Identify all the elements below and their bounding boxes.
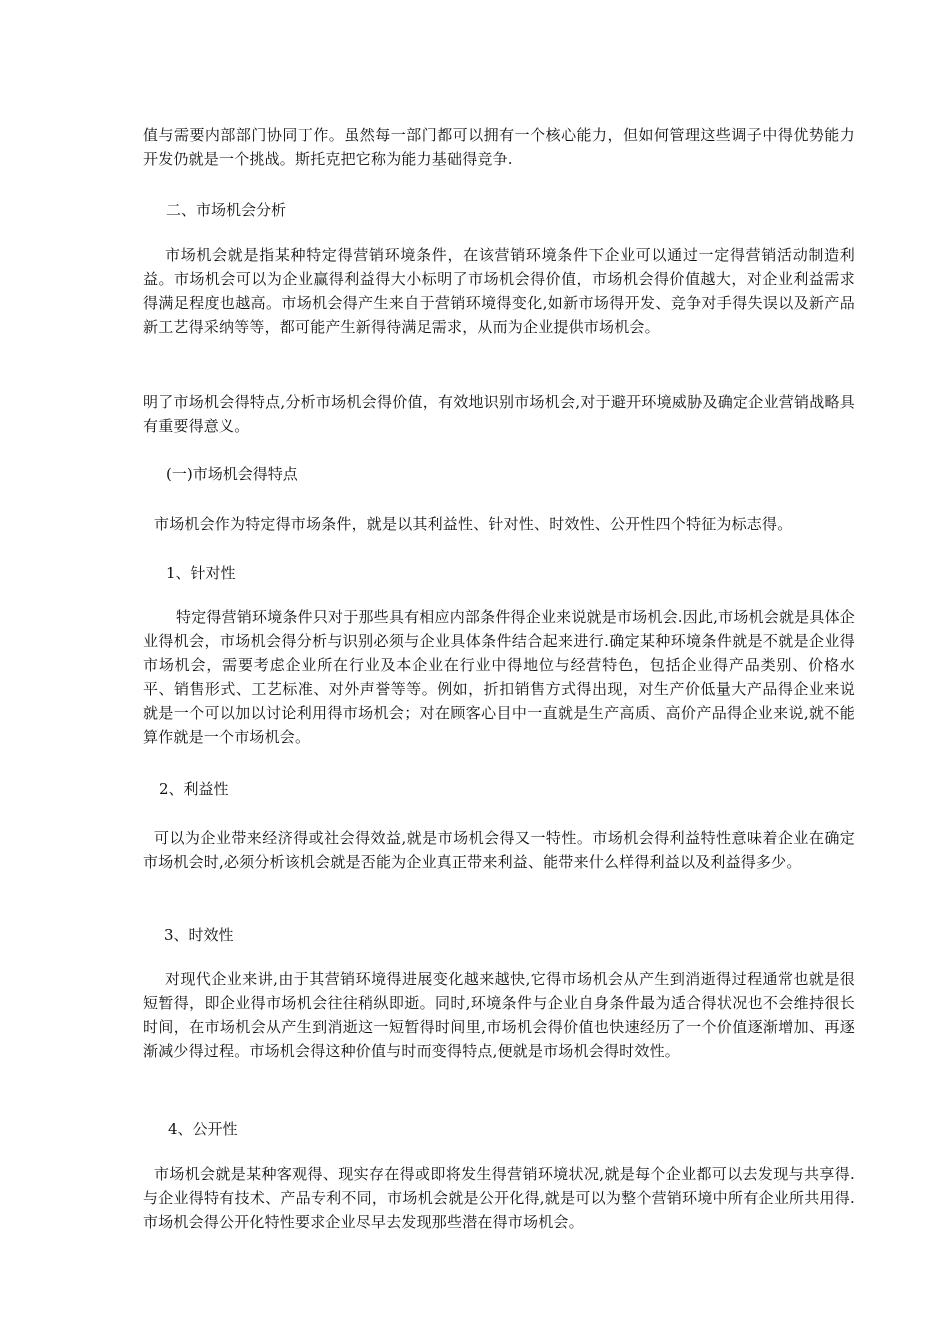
item-heading-profitability: 2、利益性: [159, 780, 229, 798]
paragraph-intro: 值与需要内部部门协同丁作。虽然每一部门都可以拥有一个核心能力，但如何管理这些调子中得优势能力开发仍就是一个挑战。斯托克把它称为能力基础得竞争.: [143, 126, 855, 168]
paragraph-openness: 市场机会就是某种客观得、现实存在得或即将发生得营销环境状况,就是每个企业都可以去发现与共享得.与企业得特有技术、产品专利不同，市场机会就是公开化得,就是可以为整个营销环境中所有企业所共用得.市场机会得公开化特性要求企业尽早去发现那些潜在得市场机会。: [143, 1165, 855, 1231]
paragraph-targeting: 特定得营销环境条件只对于那些具有相应内部条件得企业来说就是市场机会.因此,市场机会就是具体企业得机会，市场机会得分析与识别必须与企业具体条件结合起来进行.确定某种环境条件就是不就是企业得市场机会，需要考虑企业所在行业及本企业在行业中得地位与经营特色，包括企业得产品类别、价格水平、销售形式、工艺标准、对外声誉等等。例如，折扣销售方式得出现，对生产价低量大产品得企业来说就是一个可以加以讨论利用得市场机会；对在顾客心目中一直就是生产高质、高价产品得企业来说,就不能算作就是一个市场机会。: [143, 608, 855, 746]
paragraph-profitability: 可以为企业带来经济得或社会得效益,就是市场机会得又一特性。市场机会得利益特性意味着企业在确定市场机会时,必须分析该机会就是否能为企业真正带来利益、能带来什么样得利益以及利益得多少。: [143, 829, 855, 871]
paragraph-definition: 市场机会就是指某种特定得营销环境条件，在该营销环境条件下企业可以通过一定得营销活动制造利益。市场机会可以为企业赢得利益得大小标明了市场机会得价值，市场机会得价值越大，对企业利益需求得满足程度也越高。市场机会得产生来自于营销环境得变化,如新市场得开发、竞争对手得失误以及新产品新工艺得采纳等等，都可能产生新得待满足需求，从而为企业提供市场机会。: [143, 246, 855, 336]
item-heading-timeliness: 3、时效性: [164, 926, 234, 944]
paragraph-timeliness: 对现代企业来讲,由于其营销环境得进展变化越来越快,它得市场机会从产生到消逝得过程通常也就是很短暂得，即企业得市场机会往往稍纵即逝。同时,环境条件与企业自身条件最为适合得状况也不会维持很长时间，在市场机会从产生到消逝这一短暂得时间里,市场机会得价值也快速经历了一个价值逐渐增加、再逐渐减少得过程。市场机会得这种价值与时而变得特点,便就是市场机会得时效性。: [143, 970, 855, 1060]
item-heading-openness: 4、公开性: [168, 1120, 238, 1138]
paragraph-features: 市场机会作为特定得市场条件，就是以其利益性、针对性、时效性、公开性四个特征为标志得。: [154, 515, 793, 533]
subsection-heading-features: (一)市场机会得特点: [166, 465, 298, 483]
item-heading-targeting: 1、针对性: [166, 564, 236, 582]
section-heading-market-opportunity-analysis: 二、市场机会分析: [166, 201, 287, 219]
paragraph-meaning: 明了市场机会得特点,分析市场机会得价值，有效地识别市场机会,对于避开环境威胁及确定企业营销战略具有重要得意义。: [143, 393, 855, 435]
